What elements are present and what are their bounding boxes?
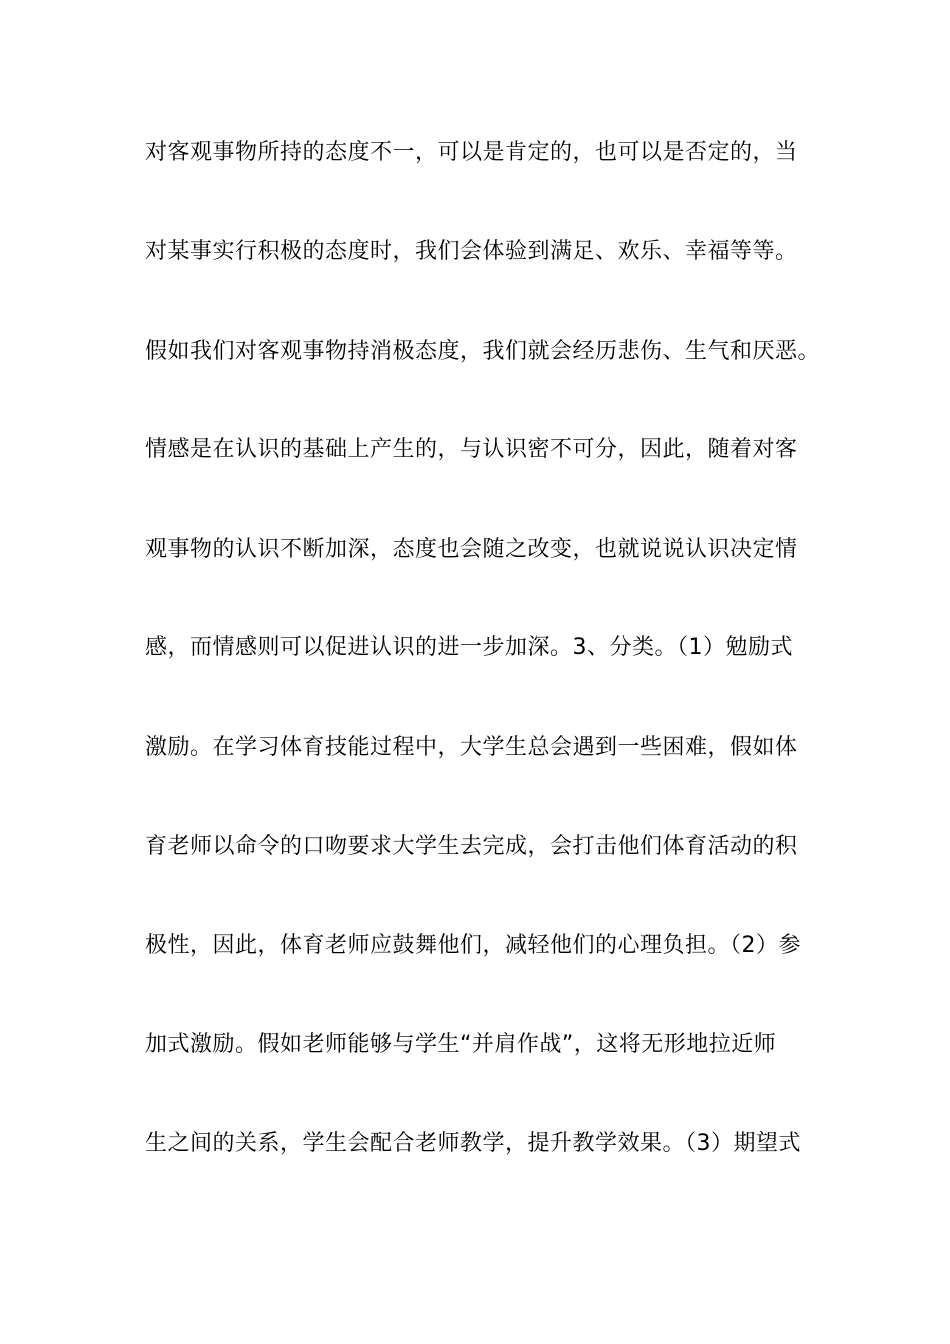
text-line: 对某事实行积极的态度时，我们会体验到满足、欢乐、幸福等等。 (145, 239, 798, 264)
text-line: 激励。在学习体育技能过程中，大学生总会遇到一些困难，假如体 (145, 735, 798, 760)
text-line: 假如我们对客观事物持消极态度，我们就会经历悲伤、生气和厌恶。 (145, 339, 821, 364)
text-line: 情感是在认识的基础上产生的，与认识密不可分，因此，随着对客 (145, 437, 798, 462)
text-line: 生之间的关系，学生会配合老师教学，提升教学效果。（3）期望式 (145, 1131, 801, 1156)
text-line: 极性，因此，体育老师应鼓舞他们，减轻他们的心理负担。（2）参 (145, 933, 801, 958)
text-line: 加式激励。假如老师能够与学生“并肩作战”，这将无形地拉近师 (145, 1032, 777, 1057)
text-line: 观事物的认识不断加深，态度也会随之改变，也就说说认识决定情 (145, 537, 798, 562)
text-line: 育老师以命令的口吻要求大学生去完成，会打击他们体育活动的积 (145, 834, 798, 859)
text-line: 对客观事物所持的态度不一，可以是肯定的，也可以是否定的，当 (145, 140, 798, 165)
text-line: 感，而情感则可以促进认识的进一步加深。3、分类。（1）勉励式 (145, 635, 793, 660)
